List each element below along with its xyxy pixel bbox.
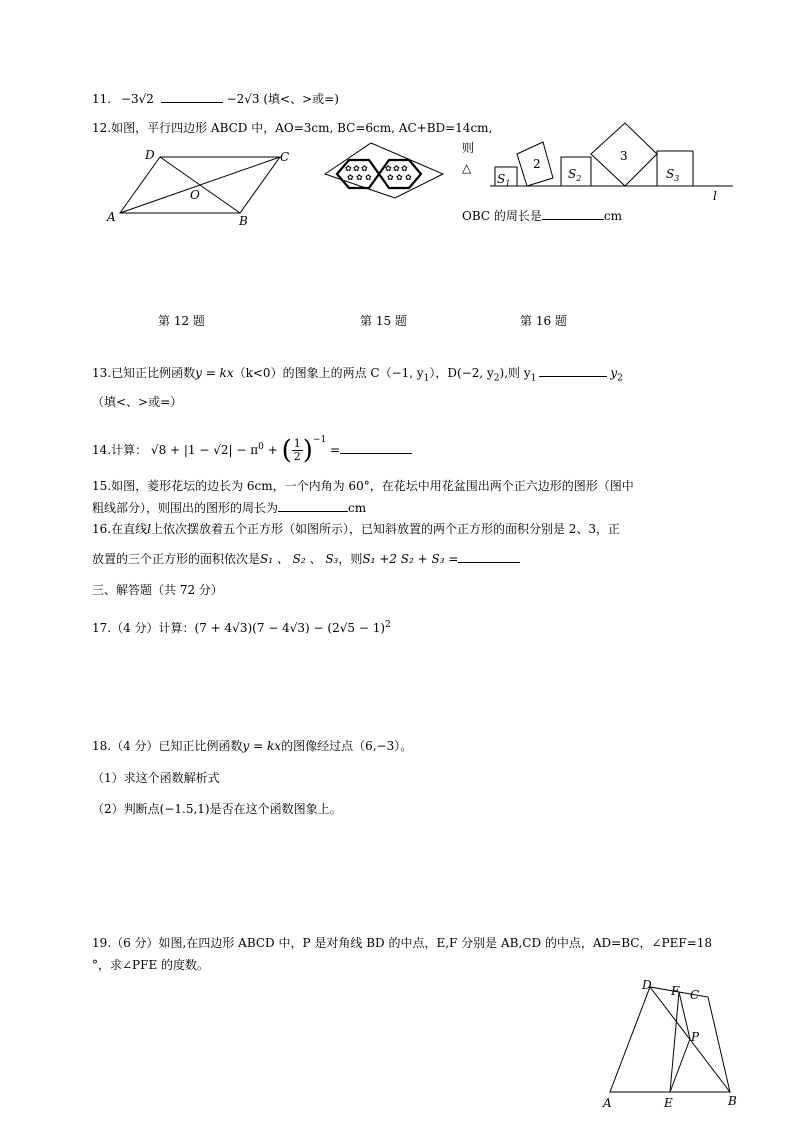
svg-text:✿: ✿ <box>353 164 360 173</box>
q16-line1: 16.在直线l上依次摆放着五个正方形（如图所示），已知斜放置的两个正方形的面积分别是 2、3，正 <box>92 522 621 536</box>
segment-ef <box>670 992 679 1092</box>
q15-answer-blank[interactable] <box>278 499 348 512</box>
q14-answer-blank[interactable] <box>340 441 412 454</box>
label-c: C <box>690 988 700 1002</box>
label-p: P <box>691 1030 700 1044</box>
q12-answer-blank[interactable] <box>542 207 604 220</box>
q13-line2: （填<、>或=） <box>92 395 183 409</box>
q18-line1: 18.（4 分）已知正比例函数y = kx的图像经过点（6,−3）。 <box>92 739 413 753</box>
svg-text:✿: ✿ <box>347 173 354 182</box>
caption-16: 第 16 题 <box>520 314 567 328</box>
q14-fraction: $\frac{1}{2}$ <box>293 437 301 463</box>
q12-tail <box>462 207 622 224</box>
q12-tail-b: △ <box>462 161 472 175</box>
label-b: B <box>728 1094 737 1108</box>
q11-left-expr: −3√2 <box>120 92 154 106</box>
segment-ep <box>670 1039 690 1092</box>
label-d: D <box>642 978 652 992</box>
caption-12: 第 12 题 <box>158 314 205 328</box>
svg-text:✿: ✿ <box>361 164 368 173</box>
q18-part1: （1）求这个函数解析式 <box>92 771 220 785</box>
svg-text:✿: ✿ <box>396 173 403 182</box>
diagonal-bd <box>160 157 240 213</box>
q14: 14.计算： $√8 + |1 - √2| - \pi^0$ + ( $\frac{1}{2}$ )$^{-1}$ = <box>92 432 412 463</box>
q11-hint: (填<、>或=) <box>263 92 339 106</box>
q19-line2: °，求∠PFE 的度数。 <box>92 958 210 972</box>
svg-text:✿: ✿ <box>345 164 352 173</box>
q12-text: 12.如图，平行四边形 ABCD 中，AO=3cm, BC=6cm, AC+BD=14cm, <box>92 121 493 135</box>
caption-15: 第 15 题 <box>360 314 407 328</box>
label-s2: $S_2$ <box>568 167 582 183</box>
label-f: F <box>671 984 680 998</box>
quadrilateral-abcd <box>610 987 730 1092</box>
svg-text:✿: ✿ <box>356 173 363 182</box>
label-a: A <box>107 210 116 224</box>
q12-perimeter-label: OBC 的周长是 <box>462 209 542 223</box>
svg-text:✿: ✿ <box>387 173 394 182</box>
figure-15-rhombus-hexagons <box>323 140 445 202</box>
svg-text:✿: ✿ <box>385 164 392 173</box>
figure-12-parallelogram <box>105 145 300 230</box>
label-o: O <box>190 188 200 202</box>
q17: 17.（4 分）计算：$(7 + 4√3)(7 - 4√3) - (2√5 - 1)^2$ <box>92 620 391 635</box>
section-3-heading: 三、解答题（共 72 分） <box>92 583 223 597</box>
q17-expression: (7 + 4√3)(7 − 4√3) − (2√5 − 1) <box>194 621 386 635</box>
q19-line1: 19.（6 分）如图,在四边形 ABCD 中，P 是对角线 BD 的中点，E,F 分别是 AB,CD 的中点，AD=BC，∠PEF=18 <box>92 936 712 950</box>
label-a: A <box>603 1096 612 1110</box>
q14-expression: √8 + |1 − √2| − π <box>150 443 259 457</box>
q16-answer-blank[interactable] <box>458 550 520 563</box>
q11-right-expr: −2√3 <box>226 92 260 106</box>
q16-line2: 放置的三个正方形的面积依次是S₁ 、 S₂ 、 S₃，则S₁ +2 S₂ + S₃ = <box>92 550 520 567</box>
q18-part2: （2）判断点(−1.5,1)是否在这个函数图象上。 <box>92 802 342 816</box>
label-2: 2 <box>533 157 541 171</box>
q15-line1: 15.如图，菱形花坛的边长为 6cm，一个内角为 60°，在花坛中用花盆围出两个正六边形的图形（图中 <box>92 479 634 493</box>
q11-number: 11. <box>92 92 112 106</box>
label-b: B <box>239 214 248 228</box>
figure-16-squares <box>485 120 735 205</box>
label-l: l <box>713 189 717 203</box>
q11-answer-blank[interactable] <box>161 90 223 103</box>
label-s3: $S_3$ <box>666 167 680 183</box>
q13-answer-blank[interactable] <box>539 364 607 377</box>
svg-text:✿: ✿ <box>401 164 408 173</box>
svg-text:✿: ✿ <box>393 164 400 173</box>
q15-line2: 粗线部分），则围出的图形的周长为 cm <box>92 501 367 515</box>
figure-19-quadrilateral <box>600 975 750 1113</box>
q13-function: y = kx <box>195 366 234 380</box>
rhombus <box>325 143 443 198</box>
q13-line1: 13.已知正比例函数y = kx（k<0）的图象上的两点 C（−1, $y_1$），D(−2, $y_2$),则 $y_1$ $y_2$ <box>92 366 623 384</box>
svg-text:✿: ✿ <box>405 173 412 182</box>
svg-text:✿: ✿ <box>365 173 372 182</box>
label-s1: $S_1$ <box>497 172 511 188</box>
label-3: 3 <box>620 149 628 163</box>
label-d: D <box>145 148 155 162</box>
q12-tail-a: 则 <box>462 141 475 155</box>
q11 <box>92 90 339 107</box>
label-c: C <box>280 150 290 164</box>
q12-unit: cm <box>603 209 622 223</box>
label-e: E <box>664 1096 673 1110</box>
